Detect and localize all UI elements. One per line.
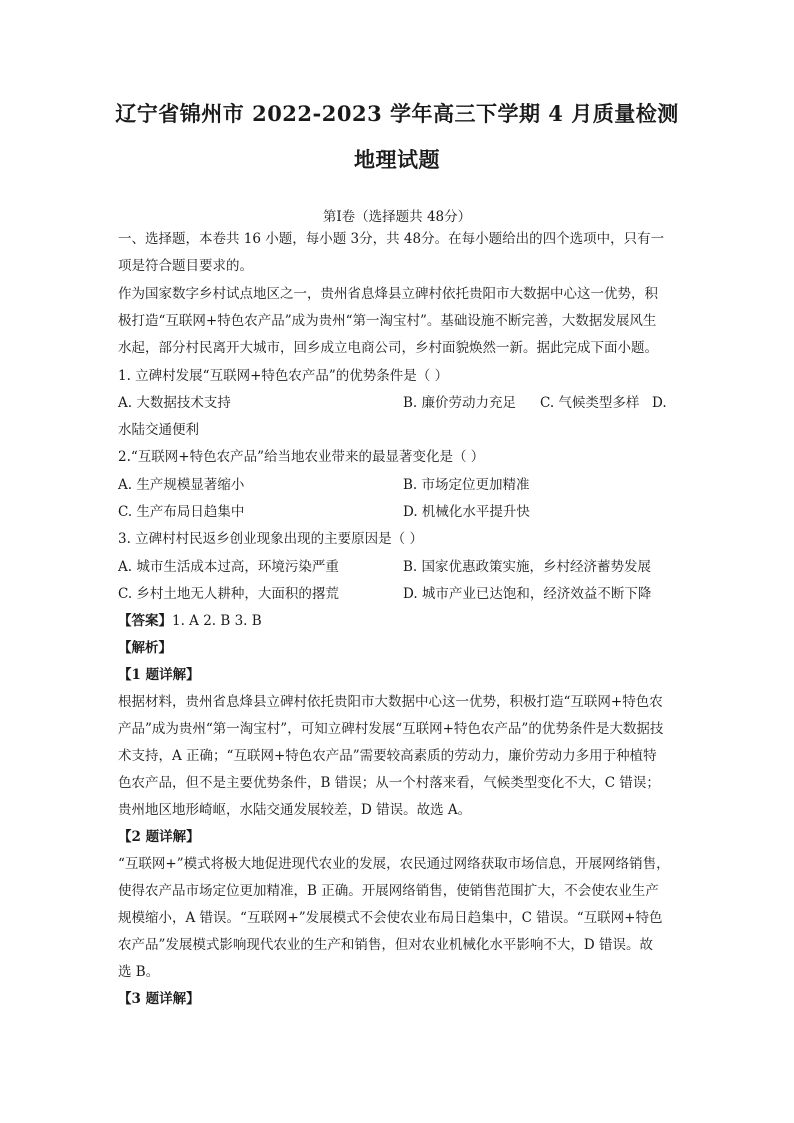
analysis-label: 【解析】	[118, 640, 172, 656]
question-3-option-d: D. 城市产业已达饱和，经济效益不断下降	[403, 586, 652, 602]
section-header: 第Ⅰ卷（选择题共 48分）	[322, 209, 472, 225]
detail-2-line-1: “互联网+”模式将极大地促进现代农业的发展，农民通过网络获取市场信息，开展网络销售，	[118, 856, 670, 872]
detail-2-line-3: 规模缩小，A 错误。“互联网+”发展模式不会使农业布局日趋集中，C 错误。“互联网+特色	[118, 910, 663, 926]
title-line-2: 地理试题	[354, 147, 440, 172]
question-1-option-a: A. 大数据技术支持	[118, 395, 231, 411]
detail-2-label: 【2 题详解】	[118, 829, 200, 845]
detail-2-line-2: 使得农产品市场定位更加精准，B 正确。开展网络销售，使销售范围扩大，不会使农业生产	[118, 883, 659, 899]
question-3-option-c: C. 乡村土地无人耕种，大面积的撂荒	[118, 586, 339, 602]
question-1-option-d-wrap: 水陆交通便利	[118, 422, 199, 438]
question-3-option-a: A. 城市生活成本过高，环境污染严重	[118, 559, 339, 575]
question-2-stem: 2.“互联网+特色农产品”给当地农业带来的最显著变化是（ ）	[118, 449, 485, 465]
instructions-line-1: 一、选择题，本卷共 16 小题，每小题 3分，共 48分。在每小题给出的四个选项中，只有一	[118, 231, 665, 247]
instructions-line-2: 项是符合题目要求的。	[118, 258, 253, 274]
detail-1-line-5: 贵州地区地形崎岖，水陆交通发展较差，D 错误。故选 A。	[118, 802, 472, 818]
answer-label: 【答案】	[118, 613, 172, 629]
question-3-option-b: B. 国家优惠政策实施，乡村经济蓄势发展	[403, 559, 652, 575]
detail-1-line-3: 术支持，A 正确；“互联网+特色农产品”需要较高素质的劳动力，廉价劳动力多用于种植特	[118, 748, 657, 764]
detail-2-line-4: 农产品”发展模式影响现代农业的生产和销售，但对农业机械化水平影响不大，D 错误。故	[118, 937, 654, 953]
detail-3-label: 【3 题详解】	[118, 991, 200, 1007]
material-line-3: 水起，部分村民离开大城市，回乡成立电商公司，乡村面貌焕然一新。据此完成下面小题。	[118, 340, 658, 356]
detail-1-line-2: 产品”成为贵州“第一淘宝村”，可知立碑村发展“互联网+特色农产品”的优势条件是大数据技	[118, 721, 664, 737]
title-line-1: 辽宁省锦州市 2022-2023 学年高三下学期 4 月质量检测	[115, 101, 679, 126]
question-1-option-c: C. 气候类型多样	[540, 395, 640, 411]
question-1-option-d: D.	[652, 395, 667, 411]
detail-1-line-4: 色农产品，但不是主要优势条件，B 错误；从一个村落来看，气候类型变化不大，C 错误；	[118, 775, 660, 791]
question-2-option-d: D. 机械化水平提升快	[403, 504, 530, 520]
question-3-stem: 3. 立碑村村民返乡创业现象出现的主要原因是（ ）	[118, 531, 423, 547]
detail-1-line-1: 根据材料，贵州省息烽县立碑村依托贵阳市大数据中心这一优势，积极打造“互联网+特色农	[118, 694, 663, 710]
question-2-option-c: C. 生产布局日趋集中	[118, 504, 245, 520]
answer-line	[118, 611, 262, 631]
question-2-option-a: A. 生产规模显著缩小	[118, 477, 245, 493]
material-line-2: 极打造“互联网+特色农产品”成为贵州“第一淘宝村”。基础设施不断完善，大数据发展风生	[118, 313, 657, 329]
question-2-option-b: B. 市场定位更加精准	[403, 477, 530, 493]
detail-1-label: 【1 题详解】	[118, 667, 200, 683]
question-1-stem: 1. 立碑村发展“互联网+特色农产品”的优势条件是（ ）	[118, 368, 449, 384]
detail-2-line-5: 选 B。	[118, 964, 160, 980]
question-1-option-b: B. 廉价劳动力充足	[403, 395, 517, 411]
answer-values: 1. A 2. B 3. B	[172, 613, 262, 629]
material-line-1: 作为国家数字乡村试点地区之一，贵州省息烽县立碑村依托贵阳市大数据中心这一优势，积	[118, 286, 658, 302]
